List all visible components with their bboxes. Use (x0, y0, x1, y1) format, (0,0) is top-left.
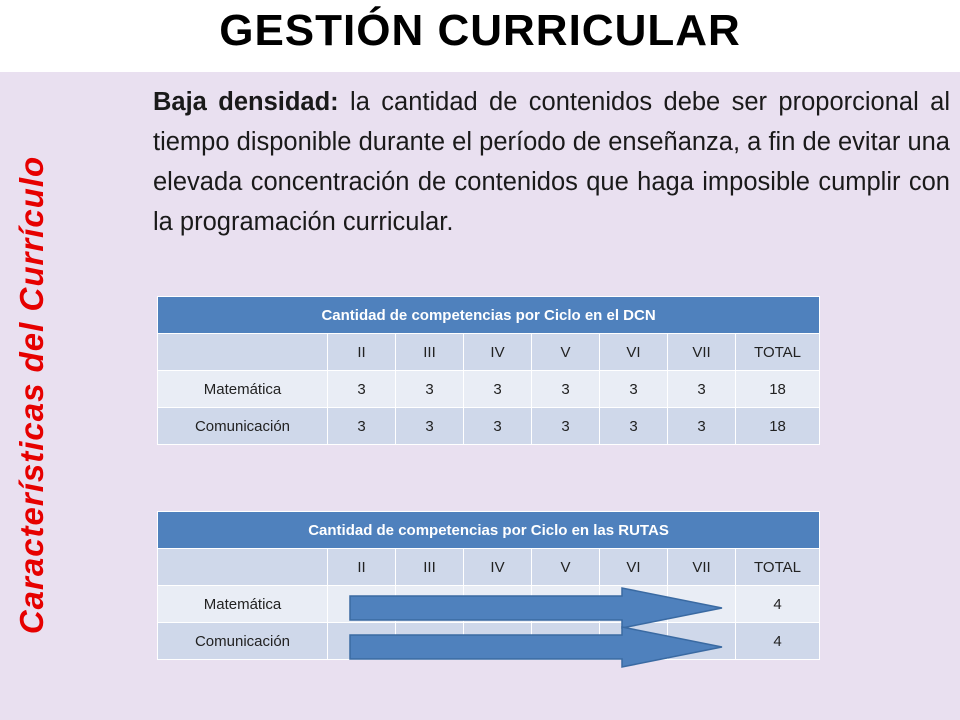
header-cell: VII (668, 549, 736, 586)
header-cell: IV (464, 549, 532, 586)
side-title: Características del Currículo (13, 155, 50, 635)
header-cell: TOTAL (736, 549, 820, 586)
dcn-competencies-table (157, 296, 820, 445)
arrow-icon (348, 586, 726, 630)
table-cell: 3 (532, 408, 600, 445)
table-cell: Matemática (158, 371, 328, 408)
table-cell: Matemática (158, 586, 328, 623)
header-cell: V (532, 334, 600, 371)
header-cell: IV (464, 334, 532, 371)
table-cell: 3 (600, 371, 668, 408)
table-cell: 3 (464, 371, 532, 408)
header-cell: II (328, 549, 396, 586)
table-cell: Comunicación (158, 408, 328, 445)
table-caption: Cantidad de competencias por Ciclo en las RUTAS (158, 512, 820, 549)
header-cell: VI (600, 549, 668, 586)
table-cell: 4 (736, 623, 820, 660)
table-cell: 4 (736, 586, 820, 623)
header-cell (158, 334, 328, 371)
table-row (158, 408, 820, 445)
table-caption: Cantidad de competencias por Ciclo en el DCN (158, 297, 820, 334)
table-cell: 18 (736, 408, 820, 445)
table-cell: 3 (396, 408, 464, 445)
table-cell: 3 (328, 408, 396, 445)
table-cell: 3 (668, 408, 736, 445)
header-cell: TOTAL (736, 334, 820, 371)
table-cell: 18 (736, 371, 820, 408)
table-cell: 3 (396, 371, 464, 408)
table-cell: 3 (600, 408, 668, 445)
header-cell: V (532, 549, 600, 586)
table-cell: Comunicación (158, 623, 328, 660)
table-cell: 3 (464, 408, 532, 445)
title-bar (0, 0, 960, 72)
table-header-row (158, 334, 820, 371)
table-row (158, 371, 820, 408)
arrow-icon (348, 625, 726, 669)
table-cell: 3 (668, 371, 736, 408)
description-paragraph (153, 82, 950, 242)
table-header-row (158, 549, 820, 586)
header-cell: III (396, 549, 464, 586)
table-cell: 3 (328, 371, 396, 408)
header-cell: VI (600, 334, 668, 371)
page-title: GESTIÓN CURRICULAR (219, 6, 741, 55)
header-cell: VII (668, 334, 736, 371)
paragraph-lead: Baja densidad: (153, 88, 339, 116)
header-cell: III (396, 334, 464, 371)
table-cell: 3 (532, 371, 600, 408)
header-cell (158, 549, 328, 586)
header-cell: II (328, 334, 396, 371)
paragraph-body: la cantidad de contenidos debe ser proporcional al tiempo disponible durante el período de enseñanza, a fin de evitar una elevada concentración de contenidos que haga imposible cumplir con la programación curricular. (153, 88, 950, 236)
